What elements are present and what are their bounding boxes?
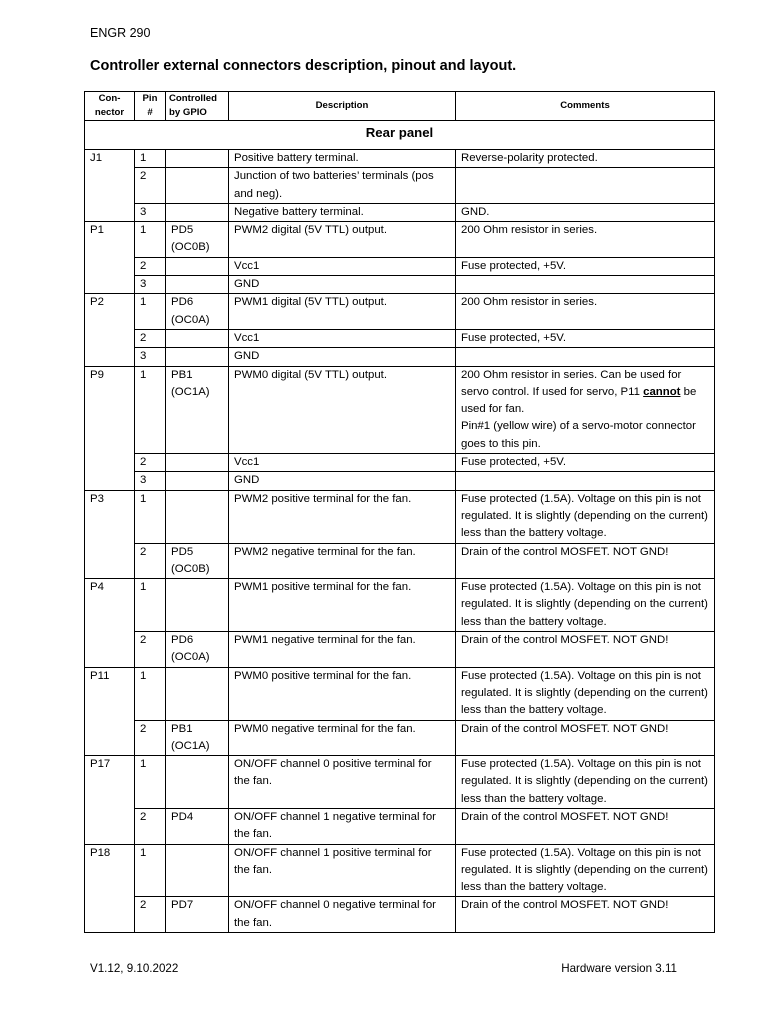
table-row xyxy=(85,168,715,204)
pin-number: 2 xyxy=(135,808,166,844)
pin-number: 2 xyxy=(135,543,166,579)
gpio-cell: PD7 xyxy=(166,897,229,933)
gpio-cell xyxy=(166,454,229,472)
table-row xyxy=(85,348,715,366)
table-row xyxy=(85,756,715,809)
comments-cell: 200 Ohm resistor in series. xyxy=(456,222,715,258)
comments-cell: Fuse protected, +5V. xyxy=(456,329,715,347)
connector-name: P11 xyxy=(85,667,135,755)
gpio-cell: PD4 xyxy=(166,808,229,844)
table-row xyxy=(85,808,715,844)
comments-cell: Fuse protected (1.5A). Voltage on this pin is not regulated. It is slightly (depending on the current) less than the battery voltage. xyxy=(456,579,715,632)
gpio-cell xyxy=(166,329,229,347)
gpio-cell xyxy=(166,203,229,221)
col-header-description: Description xyxy=(229,92,456,121)
comments-cell xyxy=(456,472,715,490)
gpio-cell xyxy=(166,579,229,632)
comments-cell: GND. xyxy=(456,203,715,221)
pin-number: 2 xyxy=(135,720,166,756)
hardware-version: Hardware version 3.11 xyxy=(561,962,677,975)
description-cell: Vcc1 xyxy=(229,454,456,472)
pin-number: 1 xyxy=(135,844,166,897)
connector-name: P2 xyxy=(85,294,135,366)
description-cell: PWM1 negative terminal for the fan. xyxy=(229,632,456,668)
connector-name: P18 xyxy=(85,844,135,932)
gpio-cell xyxy=(166,276,229,294)
table-row xyxy=(85,543,715,579)
description-cell: PWM0 negative terminal for the fan. xyxy=(229,720,456,756)
description-cell: Junction of two batteries’ terminals (pos and neg). xyxy=(229,168,456,204)
pin-number: 3 xyxy=(135,276,166,294)
gpio-cell xyxy=(166,348,229,366)
description-cell: ON/OFF channel 1 positive terminal for the fan. xyxy=(229,844,456,897)
comments-cell: Drain of the control MOSFET. NOT GND! xyxy=(456,543,715,579)
pin-number: 1 xyxy=(135,667,166,720)
description-cell: Positive battery terminal. xyxy=(229,150,456,168)
table-row xyxy=(85,257,715,275)
description-cell: PWM2 digital (5V TTL) output. xyxy=(229,222,456,258)
comments-cell xyxy=(456,348,715,366)
document-version: V1.12, 9.10.2022 xyxy=(90,962,179,975)
table-row xyxy=(85,203,715,221)
gpio-cell xyxy=(166,490,229,543)
table-row xyxy=(85,222,715,258)
comments-cell: Fuse protected (1.5A). Voltage on this pin is not regulated. It is slightly (depending on the current) less than the battery voltage. xyxy=(456,490,715,543)
description-cell: ON/OFF channel 1 negative terminal for the fan. xyxy=(229,808,456,844)
table-row xyxy=(85,897,715,933)
emphasis-text: cannot xyxy=(643,385,681,398)
gpio-cell xyxy=(166,667,229,720)
pin-number: 1 xyxy=(135,222,166,258)
comments-cell: Drain of the control MOSFET. NOT GND! xyxy=(456,720,715,756)
comments-cell: Fuse protected (1.5A). Voltage on this pin is not regulated. It is slightly (depending on the current) less than the battery voltage. xyxy=(456,844,715,897)
pin-number: 2 xyxy=(135,329,166,347)
gpio-cell xyxy=(166,150,229,168)
connectors-table xyxy=(84,91,715,933)
table-row xyxy=(85,150,715,168)
col-header-connector: Con- nector xyxy=(85,92,135,121)
table-row xyxy=(85,454,715,472)
table-row xyxy=(85,366,715,453)
description-cell: PWM1 digital (5V TTL) output. xyxy=(229,294,456,330)
table-row xyxy=(85,844,715,897)
gpio-cell: PD5 (OC0B) xyxy=(166,222,229,258)
comments-text: Pin#1 (yellow wire) of a servo-motor connector goes to this pin. xyxy=(461,420,696,450)
pin-number: 1 xyxy=(135,366,166,453)
connector-name: P9 xyxy=(85,366,135,490)
gpio-cell xyxy=(166,844,229,897)
gpio-cell: PD5 (OC0B) xyxy=(166,543,229,579)
description-cell: ON/OFF channel 0 negative terminal for the fan. xyxy=(229,897,456,933)
connector-name: P4 xyxy=(85,579,135,667)
pin-number: 2 xyxy=(135,454,166,472)
comments-cell: 200 Ohm resistor in series. xyxy=(456,294,715,330)
connector-name: P1 xyxy=(85,222,135,294)
course-code: ENGR 290 xyxy=(90,26,151,40)
description-cell: Negative battery terminal. xyxy=(229,203,456,221)
connector-name: P17 xyxy=(85,756,135,844)
description-cell: ON/OFF channel 0 positive terminal for the fan. xyxy=(229,756,456,809)
description-cell: Vcc1 xyxy=(229,329,456,347)
comments-cell: Fuse protected (1.5A). Voltage on this pin is not regulated. It is slightly (depending on the current) less than the battery voltage. xyxy=(456,756,715,809)
col-header-comments: Comments xyxy=(456,92,715,121)
table-row xyxy=(85,472,715,490)
gpio-cell: PB1 (OC1A) xyxy=(166,366,229,453)
comments-cell: Fuse protected (1.5A). Voltage on this pin is not regulated. It is slightly (depending on the current) less than the battery voltage. xyxy=(456,667,715,720)
pin-number: 2 xyxy=(135,632,166,668)
pin-number: 1 xyxy=(135,756,166,809)
comments-cell: Drain of the control MOSFET. NOT GND! xyxy=(456,897,715,933)
comments-cell xyxy=(456,366,715,453)
gpio-cell xyxy=(166,756,229,809)
comments-text: be used for fan. xyxy=(461,385,697,416)
pin-number: 3 xyxy=(135,348,166,366)
col-header-pin: Pin # xyxy=(135,92,166,121)
comments-cell: Fuse protected, +5V. xyxy=(456,454,715,472)
comments-cell xyxy=(456,168,715,204)
comments-text: 200 Ohm resistor in series. Can be used for servo control. If used for servo, P11 xyxy=(461,368,682,398)
table-row xyxy=(85,720,715,756)
pin-number: 1 xyxy=(135,579,166,632)
pin-number: 1 xyxy=(135,490,166,543)
table-row xyxy=(85,579,715,632)
comments-cell: Drain of the control MOSFET. NOT GND! xyxy=(456,632,715,668)
gpio-cell: PD6 (OC0A) xyxy=(166,294,229,330)
pin-number: 1 xyxy=(135,294,166,330)
pin-number: 2 xyxy=(135,897,166,933)
gpio-cell xyxy=(166,472,229,490)
pin-number: 2 xyxy=(135,257,166,275)
connector-name: J1 xyxy=(85,150,135,222)
description-cell: PWM2 positive terminal for the fan. xyxy=(229,490,456,543)
comments-cell: Drain of the control MOSFET. NOT GND! xyxy=(456,808,715,844)
gpio-cell xyxy=(166,257,229,275)
description-cell: PWM0 positive terminal for the fan. xyxy=(229,667,456,720)
description-cell: GND xyxy=(229,276,456,294)
connector-name: P3 xyxy=(85,490,135,578)
table-header-row xyxy=(85,92,715,121)
comments-cell: Fuse protected, +5V. xyxy=(456,257,715,275)
gpio-cell: PD6 (OC0A) xyxy=(166,632,229,668)
table-row xyxy=(85,329,715,347)
col-header-gpio: Controlled by GPIO xyxy=(166,92,229,121)
table-row xyxy=(85,276,715,294)
gpio-cell: PB1 (OC1A) xyxy=(166,720,229,756)
pin-number: 2 xyxy=(135,168,166,204)
section-title: Rear panel xyxy=(85,121,715,150)
description-cell: PWM0 digital (5V TTL) output. xyxy=(229,366,456,453)
gpio-cell xyxy=(166,168,229,204)
description-cell: PWM1 positive terminal for the fan. xyxy=(229,579,456,632)
table-row xyxy=(85,667,715,720)
description-cell: GND xyxy=(229,472,456,490)
description-cell: Vcc1 xyxy=(229,257,456,275)
table-row xyxy=(85,294,715,330)
pin-number: 3 xyxy=(135,472,166,490)
page-title: Controller external connectors description, pinout and layout. xyxy=(90,58,517,74)
description-cell: PWM2 negative terminal for the fan. xyxy=(229,543,456,579)
description-cell: GND xyxy=(229,348,456,366)
section-row xyxy=(85,121,715,150)
pin-number: 3 xyxy=(135,203,166,221)
comments-cell xyxy=(456,276,715,294)
table-row xyxy=(85,632,715,668)
comments-cell: Reverse-polarity protected. xyxy=(456,150,715,168)
table-row xyxy=(85,490,715,543)
pin-number: 1 xyxy=(135,150,166,168)
